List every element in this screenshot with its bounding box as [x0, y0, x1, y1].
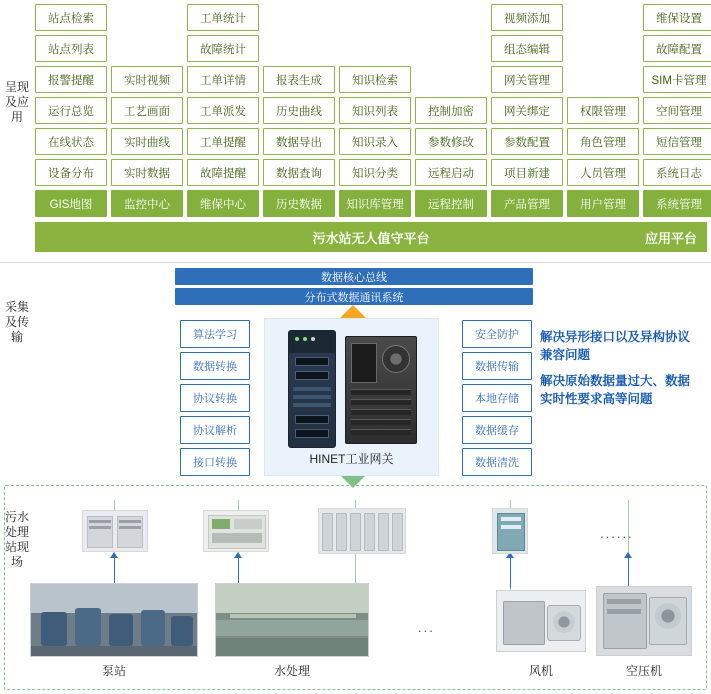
- grid-cell-empty: [111, 35, 183, 62]
- bus-bar-distributed: 分布式数据通讯系统: [175, 288, 533, 305]
- site-photo-ellipsis: ...: [418, 620, 435, 635]
- grid-cell[interactable]: 工艺画面: [111, 97, 183, 124]
- grid-cell-active[interactable]: 用户管理: [567, 190, 639, 217]
- grid-cell[interactable]: 权限管理: [567, 97, 639, 124]
- grid-cell[interactable]: 知识分类: [339, 159, 411, 186]
- platform-bar: [35, 222, 707, 252]
- grid-cell-active[interactable]: 维保中心: [187, 190, 259, 217]
- gateway-right-tag[interactable]: 数据清洗: [462, 448, 532, 476]
- site-photo-pump-station: [30, 583, 198, 657]
- grid-cell-empty: [567, 35, 639, 62]
- application-grid: [35, 4, 707, 221]
- grid-cell[interactable]: 报表生成: [263, 66, 335, 93]
- grid-row: [35, 4, 707, 31]
- grid-cell[interactable]: 空间管理: [643, 97, 711, 124]
- grid-cell[interactable]: 在线状态: [35, 128, 107, 155]
- platform-title: 污水站无人值守平台: [312, 230, 430, 246]
- grid-cell[interactable]: 故障配置: [643, 35, 711, 62]
- platform-right-label: 应用平台: [644, 230, 697, 246]
- grid-cell-empty: [415, 4, 487, 31]
- bus-bar-core: 数据核心总线: [175, 268, 533, 285]
- grid-cell[interactable]: 知识列表: [339, 97, 411, 124]
- grid-cell-active[interactable]: 产品管理: [491, 190, 563, 217]
- grid-row: [35, 97, 707, 124]
- grid-cell[interactable]: 站点列表: [35, 35, 107, 62]
- site-photo-caption: 空压机: [625, 664, 662, 678]
- gateway-caption: HINET工业网关: [309, 452, 394, 466]
- grid-cell[interactable]: 实时视频: [111, 66, 183, 93]
- grid-row: [35, 66, 707, 93]
- grid-cell[interactable]: 数据查询: [263, 159, 335, 186]
- site-photo-caption: 风机: [528, 664, 553, 678]
- annotation-data-volume: [540, 372, 710, 408]
- grid-cell[interactable]: 运行总览: [35, 97, 107, 124]
- grid-cell-active[interactable]: 知识库管理: [339, 190, 411, 217]
- grid-cell[interactable]: 远程启动: [415, 159, 487, 186]
- gateway-left-tag[interactable]: 算法学习: [180, 320, 250, 348]
- grid-row: [35, 35, 707, 62]
- grid-cell-active[interactable]: 系统管理: [643, 190, 711, 217]
- arrow-icon: [624, 552, 632, 558]
- grid-cell-empty: [339, 4, 411, 31]
- grid-cell[interactable]: 参数配置: [491, 128, 563, 155]
- grid-cell[interactable]: 维保设置: [643, 4, 711, 31]
- gateway-left-tag[interactable]: 协议转换: [180, 384, 250, 412]
- grid-cell[interactable]: 人员管理: [567, 159, 639, 186]
- grid-cell[interactable]: 角色管理: [567, 128, 639, 155]
- gateway-left-tag[interactable]: 数据转换: [180, 352, 250, 380]
- grid-cell[interactable]: 故障提醒: [187, 159, 259, 186]
- field-device-ellipsis: ......: [600, 526, 634, 541]
- grid-cell[interactable]: 工单提醒: [187, 128, 259, 155]
- grid-cell-empty: [415, 35, 487, 62]
- field-device-plc: [203, 510, 269, 552]
- grid-cell[interactable]: 控制加密: [415, 97, 487, 124]
- section-label-collection: 采集及传输: [4, 300, 29, 344]
- grid-cell[interactable]: 知识录入: [339, 128, 411, 155]
- section-divider: [0, 262, 711, 263]
- annotation-line: 实时性要求高等问题: [540, 392, 653, 406]
- section-label-station: 污水处理站现场: [4, 510, 29, 569]
- grid-cell-active[interactable]: GIS地图: [35, 190, 107, 217]
- grid-cell-active[interactable]: 历史数据: [263, 190, 335, 217]
- grid-cell[interactable]: 实时数据: [111, 159, 183, 186]
- grid-cell[interactable]: 项目新建: [491, 159, 563, 186]
- arrow-icon: [234, 552, 242, 558]
- grid-cell[interactable]: 工单详情: [187, 66, 259, 93]
- field-device-rack: [318, 508, 406, 554]
- grid-cell-empty: [415, 66, 487, 93]
- grid-cell[interactable]: 网关绑定: [491, 97, 563, 124]
- grid-cell[interactable]: 视频添加: [491, 4, 563, 31]
- field-device-controller: [82, 510, 148, 552]
- gateway-right-tag[interactable]: 数据缓存: [462, 416, 532, 444]
- grid-cell-active[interactable]: 监控中心: [111, 190, 183, 217]
- field-device-module: [492, 508, 528, 554]
- grid-row: [35, 128, 707, 155]
- gateway-right-tag[interactable]: 安全防护: [462, 320, 532, 348]
- grid-cell[interactable]: 历史曲线: [263, 97, 335, 124]
- grid-cell[interactable]: 设备分布: [35, 159, 107, 186]
- grid-row-highlighted: [35, 190, 707, 217]
- gateway-left-tag[interactable]: 协议解析: [180, 416, 250, 444]
- site-photo-caption: 水处理: [273, 664, 310, 678]
- grid-cell[interactable]: 工单统计: [187, 4, 259, 31]
- grid-cell-empty: [339, 35, 411, 62]
- section-label-presentation: 呈现及应用: [4, 80, 29, 124]
- grid-cell[interactable]: 知识检索: [339, 66, 411, 93]
- grid-cell[interactable]: 站点检索: [35, 4, 107, 31]
- annotation-line: 解决异形接口以及异构协议: [540, 330, 691, 344]
- annotation-interface-compat: [540, 328, 710, 364]
- connector-arrow-line: [628, 556, 629, 588]
- grid-cell[interactable]: 数据导出: [263, 128, 335, 155]
- connector-arrow-line: [510, 556, 511, 588]
- grid-cell[interactable]: 参数修改: [415, 128, 487, 155]
- grid-row: [35, 159, 707, 186]
- site-photo-water-treatment: [215, 583, 369, 657]
- grid-cell-empty: [111, 4, 183, 31]
- site-photo-caption: 泵站: [101, 664, 126, 678]
- site-photo-blower: [496, 590, 586, 652]
- grid-cell-empty: [263, 35, 335, 62]
- grid-cell[interactable]: 系统日志: [643, 159, 711, 186]
- grid-cell[interactable]: 报警提醒: [35, 66, 107, 93]
- gateway-right-tag[interactable]: 本地存储: [462, 384, 532, 412]
- grid-cell-empty: [567, 66, 639, 93]
- grid-cell[interactable]: 工单派发: [187, 97, 259, 124]
- grid-cell[interactable]: 组态编辑: [491, 35, 563, 62]
- gateway-device-image: [288, 330, 336, 448]
- grid-cell-empty: [567, 4, 639, 31]
- site-photo-air-compressor: [596, 586, 692, 656]
- arrow-icon: [110, 552, 118, 558]
- grid-cell[interactable]: SIM卡管理: [643, 66, 711, 93]
- grid-cell[interactable]: 实时曲线: [111, 128, 183, 155]
- gateway-right-tag[interactable]: 数据传输: [462, 352, 532, 380]
- grid-cell[interactable]: 短信管理: [643, 128, 711, 155]
- grid-cell-empty: [263, 4, 335, 31]
- annotation-line: 兼容问题: [540, 348, 591, 362]
- grid-cell[interactable]: 故障统计: [187, 35, 259, 62]
- gateway-left-tag[interactable]: 接口转换: [180, 448, 250, 476]
- annotation-line: 解决原始数据量过大、数据: [540, 374, 691, 388]
- server-device-image: [345, 336, 417, 444]
- grid-cell-active[interactable]: 远程控制: [415, 190, 487, 217]
- grid-cell[interactable]: 网关管理: [491, 66, 563, 93]
